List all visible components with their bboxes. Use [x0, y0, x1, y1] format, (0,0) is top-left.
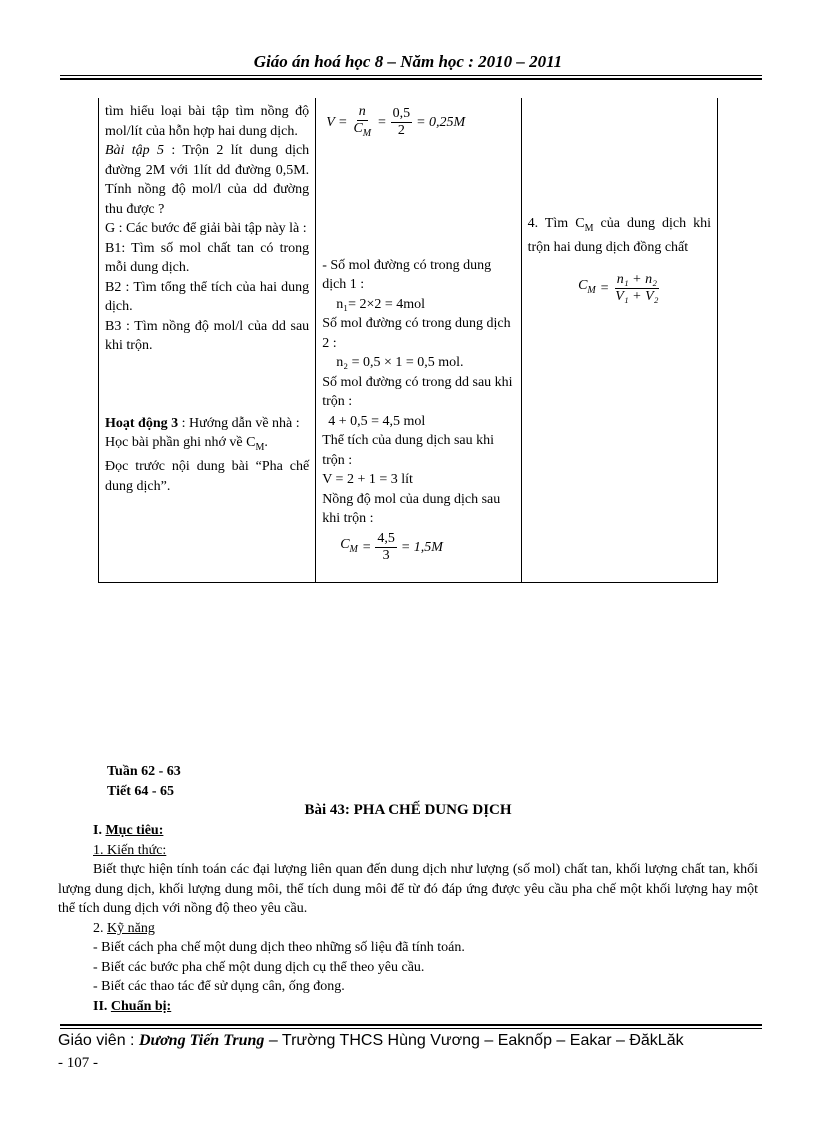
- week-label: Tuần 62 - 63: [107, 764, 181, 779]
- knowledge-heading: 1. Kiến thức:: [93, 843, 167, 858]
- activity-3: [105, 414, 309, 434]
- content-cell: [521, 98, 717, 582]
- header-rule-thin: [60, 75, 762, 76]
- step-2: B2 : Tìm tổng thể tích của hai dung dịch.: [105, 279, 310, 314]
- homework-1: Học bài phần ghi nhớ về $C_M$.: [105, 435, 268, 453]
- section-objectives: I. Mục tiêu:: [93, 823, 164, 838]
- skill-item-2: - Biết các bước pha chế một dung dịch cụ thể theo yêu cầu.: [93, 960, 425, 975]
- section-preparation: II. Chuẩn bị:: [93, 999, 172, 1014]
- formula-volume: V = $\frac{n}{C_M}$ = $\frac{0,5}{2}$ = 0,25M: [326, 104, 466, 139]
- teacher-activity-cell: [99, 98, 316, 582]
- activity-3-text: : Hướng dẫn về nhà :: [178, 415, 300, 431]
- period-label: Tiết 64 - 65: [107, 784, 175, 799]
- steps-intro: G : Các bước để giải bài tập này là :: [105, 221, 307, 236]
- page-header-title: Giáo án hoá học 8 – Năm học : 2010 – 2011: [253, 52, 563, 71]
- skills-heading: 2. Kỹ năng: [93, 921, 155, 936]
- lesson-activity-table: [98, 98, 718, 583]
- knowledge-text: Biết thực hiện tính toán các đại lượng liên quan đến dung dịch như lượng (số mol) chất tan, khối lượng chất tan, khối lượng dung dịch, khối lượng dung môi, thể tích dung môi để từ đó đáp ứng được yêu cầu pha chế một khối lượng hay một thể tích dung dịch với nồng độ theo yêu cầu.: [58, 862, 758, 916]
- lesson-title: Bài 43: PHA CHẾ DUNG DỊCH: [304, 802, 512, 818]
- step-1: B1: Tìm số mol chất tan có trong mỗi dung dịch.: [105, 240, 310, 275]
- moles-solution-2-value: n₂ = 0,5 × 1 = 0,5 mol.: [336, 355, 464, 371]
- formula-mixing: $C_M$ = $\frac{\text{n₁ + n₂}}{\text{V₁ + V₂}}$: [578, 271, 659, 304]
- mixing-concentration-title: 4. Tìm $C_M$ của dung dịch khi trộn hai dung dịch đồng chất: [527, 216, 712, 256]
- student-activity-cell: [316, 98, 521, 582]
- footer-line: Giáo viên : Dương Tiến Trung – Trường THCS Hùng Vương – Eaknốp – Eakar – ĐăkLăk: [58, 1032, 684, 1049]
- volume-label: Thể tích của dung dịch sau khi trộn :: [322, 433, 495, 468]
- moles-mixed-value: 4 + 0,5 = 4,5 mol: [328, 413, 426, 429]
- header-rule-thick: [60, 78, 762, 80]
- concentration-label: Nồng độ mol của dung dịch sau khi trộn :: [322, 491, 501, 527]
- skill-item-3: - Biết các thao tác để sử dụng cân, ống đong.: [93, 979, 345, 994]
- volume-value: V = 2 + 1 = 3 lít: [322, 472, 413, 488]
- moles-mixed-label: Số mol đường có trong dd sau khi trộn :: [322, 374, 513, 410]
- moles-solution-2-label: Số mol đường có trong dung dịch 2 :: [322, 316, 511, 351]
- exercise-5-text: : Trộn 2 lít dung dịch đường 2M với 1lít dd đường 0,5M. Tính nồng độ mol/l của dd đường thu được ?: [105, 143, 310, 217]
- exercise-5-label: Bài tập 5: [105, 143, 165, 158]
- moles-solution-1-value: n₁= 2×2 = 4mol: [336, 296, 426, 312]
- skill-item-1: - Biết cách pha chế một dung dịch theo những số liệu đã tính toán.: [93, 940, 465, 955]
- activity-3-label: Hoạt động 3: [105, 415, 179, 431]
- step-3: B3 : Tìm nồng độ mol/l của dd sau khi trộn.: [105, 318, 310, 353]
- moles-solution-1-label: - Số mol đường có trong dung dịch 1 :: [322, 257, 492, 293]
- footer-rule-thin: [60, 1028, 762, 1029]
- exercise-5: [105, 141, 309, 219]
- homework-2: Đọc trước nội dung bài “Pha chế dung dịch”.: [105, 459, 310, 494]
- formula-concentration: $C_M$ = $\frac{4,5}{3}$ = 1,5M: [340, 530, 443, 563]
- teacher-name: Dương Tiến Trung: [138, 1032, 265, 1049]
- page-number: - 107 -: [58, 1055, 98, 1071]
- footer-rule-thick: [60, 1024, 762, 1026]
- intro-text: tìm hiểu loại bài tập tìm nồng độ mol/lít của hỗn hợp hai dung dịch.: [105, 104, 310, 139]
